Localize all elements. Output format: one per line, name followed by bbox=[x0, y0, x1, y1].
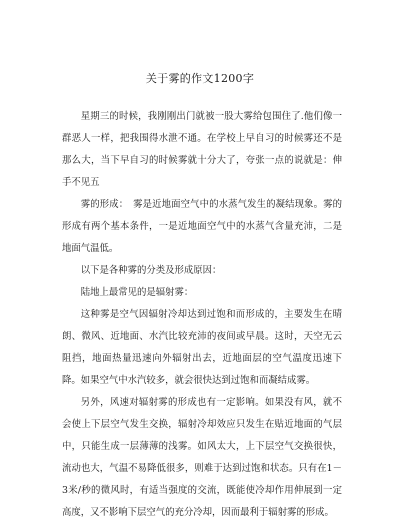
paragraph: 雾的形成： 雾是近地面空气中的水蒸气发生的凝结现象。雾的形成有两个基本条件，一是近地面空气中的水蒸气含量充沛，二是地面气温低。 bbox=[62, 199, 342, 254]
paragraph: 陆地上最常见的是辐射雾： bbox=[80, 287, 194, 298]
paragraph: 星期三的时候，我刚刚出门就被一股大雾给包围住了.他们像一群恶人一样，把我围得水泄不通。在学校上早自习的时候雾还不是那么大，当下早自习的时候雾就十分大了，夸张一点的说就是：伸手不见五 bbox=[62, 111, 342, 188]
paragraph: 这种雾是空气因辐射冷却达到过饱和而形成的，主要发生在晴朗、微风、近地面、水汽比较充沛的夜间或早晨。这时，天空无云阻挡，地面热量迅速向外辐射出去，近地面层的空气温度迅速下降。如果空气中水汽较多，就会很快达到过饱和而凝结成雾。 bbox=[62, 309, 342, 386]
document-body bbox=[62, 106, 342, 524]
document-title: 关于雾的作文1200字 bbox=[145, 72, 255, 85]
paragraph: 以下是各种雾的分类及形成原因： bbox=[80, 265, 222, 276]
paragraph: 另外，风速对辐射雾的形成也有一定影响。如果没有风，就不会使上下层空气发生交换，辐射冷却效应只发生在贴近地面的气层中，只能生成一层薄薄的浅雾。如风太大，上下层空气交换很快，流动也大，气温不易降低很多，则难于达到过饱和状态。只有在1－3米/秒的微风时，有适当强度的交流，既能使冷却作用伸展到一定高度，又不影响下层空气的充分冷却，因而最利于辐射雾的形成。 bbox=[62, 397, 342, 518]
